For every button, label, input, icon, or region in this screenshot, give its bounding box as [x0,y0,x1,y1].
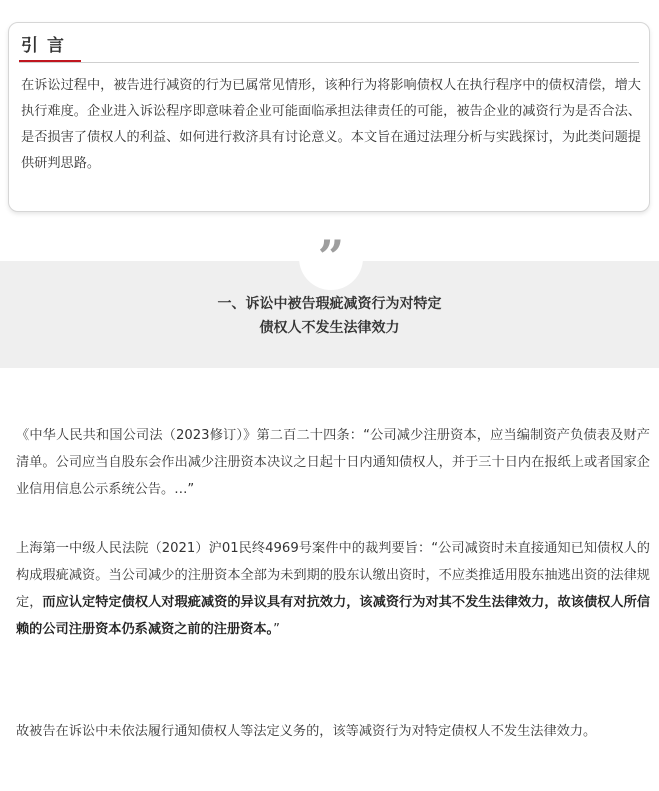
intro-title: 引言 [21,36,73,56]
quote-badge [299,226,363,290]
section-heading-line2: 债权人不发生法律效力 [259,320,400,336]
paragraph-law-article: 《中华人民共和国公司法（2023修订）》第二百二十四条：“公司减少注册资本，应当编制资产负债表及财产清单。公司应当自股东会作出减少注册资本决议之日起十日内通知债权人，并于三十日内在报纸上或者国家企业信用信息公示系统公告。…” [16,428,650,497]
intro-card [8,22,650,212]
intro-title-underline [19,60,81,62]
intro-text: 在诉讼过程中，被告进行减资的行为已属常见情形，该种行为将影响债权人在执行程序中的债权清偿，增大执行难度。企业进入诉讼程序即意味着企业可能面临承担法律责任的可能，被告企业的减资行为是否合法、是否损害了债权人的利益、如何进行救济具有讨论意义。本文旨在通过法理分析与实践探讨，为此类问题提供研判思路。 [21,78,641,171]
ruling-bold-text: 而应认定特定债权人对瑕疵减资的异议具有对抗效力，该减资行为对其不发生法律效力，故该债权人所信赖的公司注册资本仍系减资之前的注册资本。 [16,595,651,637]
quote-mark-icon: ” [317,230,345,284]
intro-divider [19,62,639,63]
ruling-text: 上海第一中级人民法院（2021）沪01民终4969号案件中的裁判要旨：“公司减资时未直接通知已知债权人的构成瑕疵减资。当公司减少的注册资本全部为未到期的股东认缴出资时，不应类推适用股东抽逃出资的法律规定， [16,541,650,610]
paragraph-conclusion: 故被告在诉讼中未依法履行通知债权人等法定义务的，该等减资行为对特定债权人不发生法律效力。 [16,724,597,739]
ruling-end-quote: ” [273,622,280,637]
section-heading [0,292,659,340]
paragraph-court-ruling [16,535,650,643]
section-heading-line1: 一、诉讼中被告瑕疵减资行为对特定 [217,296,442,312]
